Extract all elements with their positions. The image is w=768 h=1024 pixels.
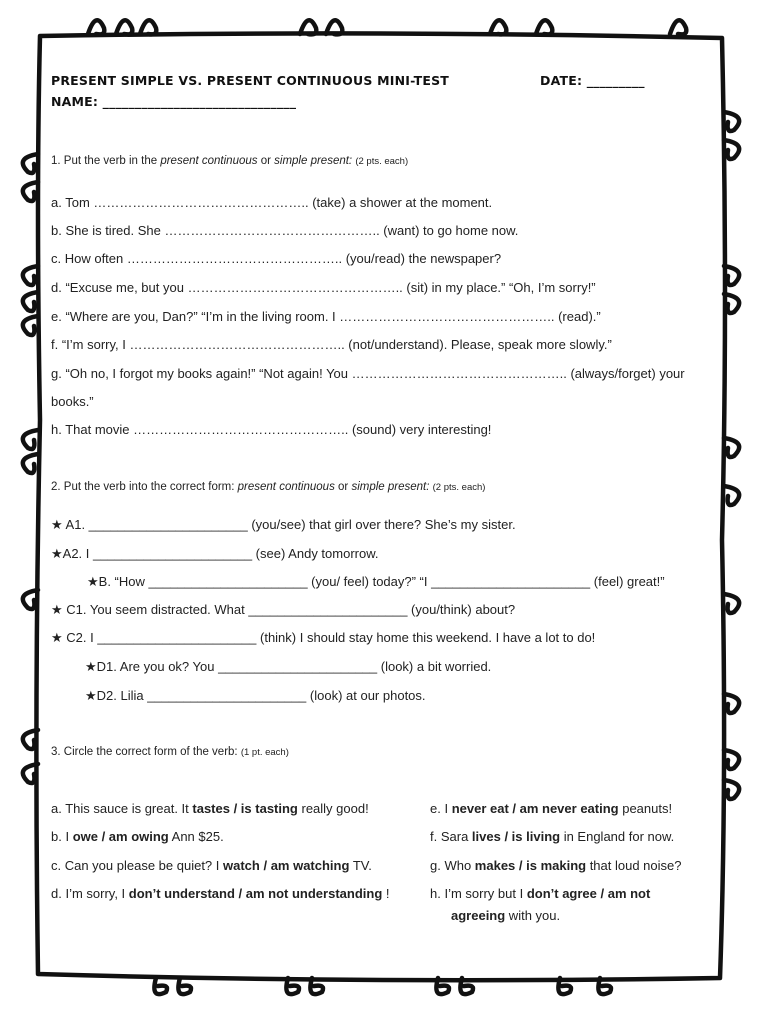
verb-choice[interactable]: tastes / is tasting	[192, 801, 298, 816]
verb-choice[interactable]: don’t understand / am not understanding	[128, 886, 383, 901]
item-text: e. I	[430, 801, 452, 816]
section2-item-c1: ★ C1. You seem distracted. What ______________________ (you/think) about?	[51, 602, 516, 617]
section3-heading-text: 3. Circle the correct form of the verb:	[51, 746, 238, 758]
section1-item-c: c. How often ………………………………………….. (you/read) the newspaper?	[51, 251, 502, 266]
section1-points: (2 pts. each)	[355, 156, 409, 167]
item-text: in England for now.	[560, 829, 675, 844]
section1-heading-em2: simple present:	[274, 155, 353, 167]
section3-item-h	[430, 886, 650, 902]
item-text: with you.	[505, 908, 561, 923]
item-text: Ann $25.	[168, 829, 224, 844]
section2-item-a2: ★A2. I ______________________ (see) Andy tomorrow.	[51, 546, 379, 561]
name-field: NAME: ______________________________	[51, 94, 297, 109]
verb-choice[interactable]: never eat / am never eating	[451, 801, 619, 816]
item-text: h. I’m sorry but I	[430, 886, 527, 901]
section2-item-b: ★B. “How ______________________ (you/ feel) today?” “I ______________________ (feel) great!”	[87, 574, 665, 589]
item-text: b. I	[51, 829, 73, 844]
verb-choice[interactable]: owe / am owing	[72, 829, 169, 844]
section2-item-c2: ★ C2. I ______________________ (think) I should stay home this weekend. I have a lot to do!	[51, 630, 596, 645]
item-text: c. Can you please be quiet? I	[51, 858, 224, 873]
section3-item-b	[51, 829, 224, 845]
verb-choice[interactable]: watch / am watching	[223, 858, 350, 873]
section1-item-a: a. Tom ………………………………………….. (take) a shower at the moment.	[51, 195, 493, 210]
item-text: peanuts!	[618, 801, 673, 816]
verb-choice[interactable]: makes / is making	[474, 858, 587, 873]
item-text: a. This sauce is great. It	[51, 801, 193, 816]
section1-item-b: b. She is tired. She ………………………………………….. (want) to go home now.	[51, 223, 519, 238]
section1-item-g-cont: books.”	[51, 394, 94, 409]
date-field: DATE: _________	[540, 73, 645, 88]
section3-item-e	[430, 801, 672, 817]
section2-heading-text: 2. Put the verb into the correct form:	[51, 481, 238, 493]
section3-item-g	[430, 858, 681, 874]
item-text: that loud noise?	[586, 858, 682, 873]
section1-heading-text: 1. Put the verb in the	[51, 155, 161, 167]
section1-heading-em1: present continuous	[160, 155, 258, 167]
section3-points: (1 pt. each)	[240, 747, 289, 758]
section1-item-d: d. “Excuse me, but you ………………………………………….. (sit) in my place.” “Oh, I’m sorry!”	[51, 280, 596, 295]
item-text: g. Who	[430, 858, 475, 873]
item-text: TV.	[349, 858, 372, 873]
section1-heading-mid: or	[257, 155, 275, 167]
section1-heading	[51, 155, 408, 167]
section3-item-f	[430, 829, 674, 845]
section3-item-a	[51, 801, 369, 817]
section2-heading-mid: or	[334, 481, 352, 493]
section3-heading	[51, 746, 289, 758]
section2-item-d1: ★D1. Are you ok? You ______________________ (look) a bit worried.	[85, 659, 492, 674]
item-text: d. I’m sorry, I	[51, 886, 129, 901]
section3-item-c	[51, 858, 372, 874]
section2-item-d2: ★D2. Lilia ______________________ (look) at our photos.	[85, 688, 426, 703]
section1-item-f: f. “I’m sorry, I ………………………………………….. (not/understand). Please, speak more slowly.”	[51, 337, 612, 352]
verb-choice[interactable]: lives / is living	[471, 829, 561, 844]
verb-choice[interactable]: don’t agree / am not	[526, 886, 651, 901]
section1-item-h: h. That movie ………………………………………….. (sound) very interesting!	[51, 422, 492, 437]
item-text: really good!	[297, 801, 369, 816]
section2-heading-em2: simple present:	[351, 481, 430, 493]
test-title: PRESENT SIMPLE VS. PRESENT CONTINUOUS MINI-TEST	[51, 73, 450, 88]
section3-item-d	[51, 886, 390, 902]
section2-item-a1: ★ A1. ______________________ (you/see) that girl over there? She’s my sister.	[51, 517, 516, 532]
item-text: f. Sara	[430, 829, 472, 844]
section2-heading	[51, 481, 485, 493]
section1-item-g: g. “Oh no, I forgot my books again!” “Not again! You ………………………………………….. (always/forget) your	[51, 366, 685, 381]
section2-heading-em1: present continuous	[237, 481, 335, 493]
section2-points: (2 pts. each)	[432, 482, 486, 493]
section3-item-h-cont	[451, 908, 560, 924]
item-text: !	[382, 886, 390, 901]
section1-item-e: e. “Where are you, Dan?” “I’m in the living room. I ………………………………………….. (read).”	[51, 309, 601, 324]
verb-choice[interactable]: agreeing	[451, 908, 506, 923]
